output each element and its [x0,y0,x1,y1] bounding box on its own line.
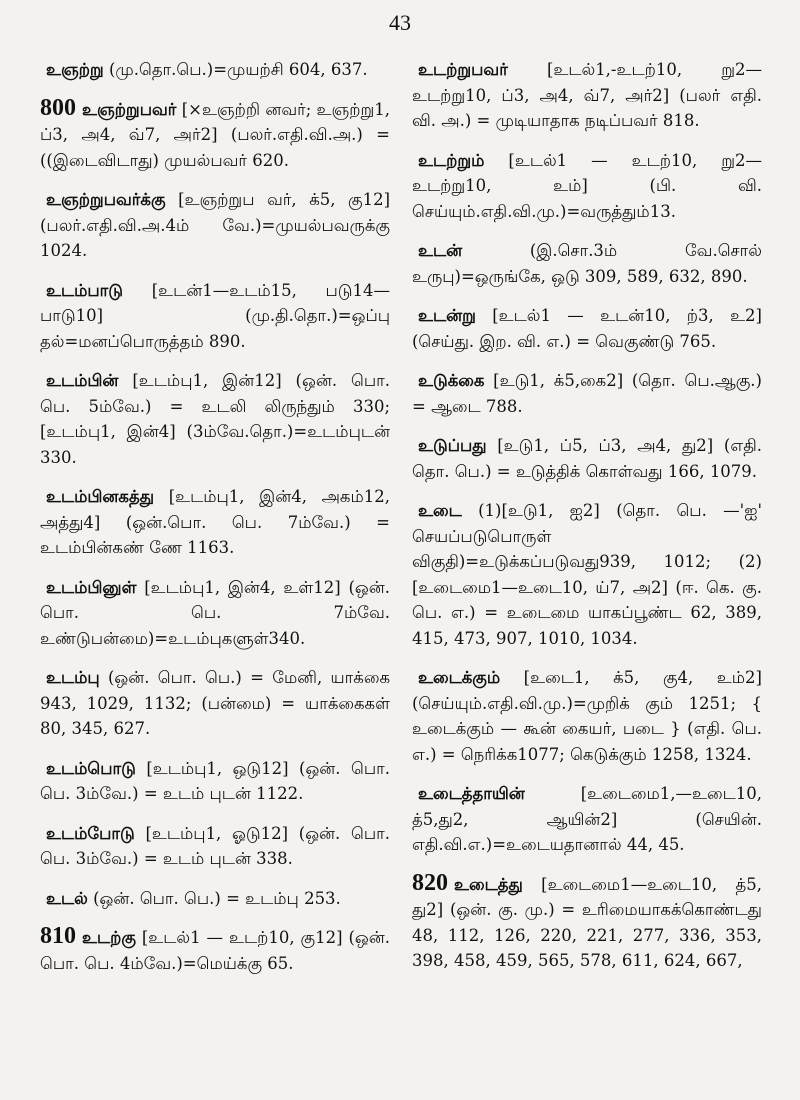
dictionary-entry [412,367,762,419]
entry-definition: [உடம்பு1, ஓடு12] (ஒன். பொ. பெ. 3ம்வே.) = உடம் புடன் 338. [40,823,390,868]
entry-definition: (ஒன். பொ. பெ.) = மேனி, யாக்கை 943, 1029, 1132; (பன்மை) = யாக்கைகள் 80, 345, 627. [40,668,391,738]
dictionary-entry [412,147,762,225]
left-column [40,56,390,989]
dictionary-entry [412,497,762,651]
entry-definition: [உடம்பு1, ஒடு12] (ஒன். பொ. பெ. 3ம்வே.) = உடம் புடன் 1122. [40,758,390,803]
entry-definition: [உடல்1 — உடன்10, ற்3, உ2] (செய்து. இற. வி. எ.) = வெகுண்டு 765. [412,306,762,351]
entry-headword: உடுப்பது [418,436,487,455]
entry-definition: (மு.தொ.பெ.)=முயற்சி 604, 637. [108,60,368,79]
dictionary-entry [40,483,390,561]
page-number: 43 [389,10,411,35]
entry-headword: உடல் [46,888,88,908]
dictionary-entry [412,302,762,354]
entry-headword: உஞற்றுபவர் [82,99,177,119]
dictionary-entry [412,780,762,858]
entry-definition: [உடைமை1,—உடை10, த்5,து2, ஆயின்2] (செயின். எதி.வி.எ.)=உடையதானால் 44, 45. [412,784,762,854]
entry-headword: உடைக்கும் [418,668,501,687]
entry-headword: உடம்பின் [46,371,119,390]
entry-definition: [உஞற்றுப வர், க்5, கு12] (பலர்.எதி.வி.அ.4ம் வே.)=முயல்பவருக்கு 1024. [40,190,391,260]
entry-definition: [உடம்பு1, இன்12] (ஒன். பொ. பெ. 5ம்வே.) = உடலி லிருந்தும் 330; [உடம்பு1, இன்4] (3ம்வே.தொ.)=உடம்புடன் 330. [40,371,390,467]
dictionary-entry [40,885,390,912]
dictionary-entry [40,277,390,355]
entry-headword: உடம்பினகத்து [46,487,155,506]
entry-headword: உடம்போடு [46,823,135,843]
entry-headword: உடம்பு [46,668,100,687]
entry-headword: உடம்பாடு [46,280,124,300]
entry-definition: [×உஞற்றி னவர்; உஞற்று1, ப்3, அ4, வ்7, அர்2] (பலர்.எதி.வி.அ.) = ((இடைவிடாது) முயல்பவர் 620. [40,99,391,170]
entry-headword: உடம்பொடு [46,758,136,778]
entry-headword: உடை [418,501,462,520]
right-column [412,56,762,987]
dictionary-entry [40,186,390,264]
entry-headword: உடற்றுபவர் [418,60,508,79]
entry-definition: [உடம்பு1, இன்4, உள்12] (ஒன். பொ. பெ. 7ம்வே. உண்டுபன்மை)=உடம்புகளுள்340. [40,577,390,648]
entry-definition: (இ.சொ.3ம் வே.சொல் உருபு)=ஒருங்கே, ஒடு 309, 589, 632, 890. [412,241,762,286]
dictionary-entry [412,432,762,484]
entry-definition: [உடல்1 — உடற்10, று2—உடற்று10, உம்] (பி. வி. செய்யும்.எதி.வி.மு.)=வருத்தும்13. [412,150,762,221]
entry-definition: [உடம்பு1, இன்4, அகம்12, அத்து4] (ஒன்.பொ. பெ. 7ம்வே.) = உடம்பின்கண் ணே 1163. [40,487,390,557]
entry-number: 800 [40,94,76,121]
entry-headword: உடன்று [418,306,476,325]
dictionary-entry [40,56,390,83]
entry-headword: உடைத்தாயின் [418,784,525,803]
entry-headword: உடன் [418,241,463,260]
entry-headword: உடற்றும் [418,150,485,170]
entry-headword: உடைத்து [454,874,523,894]
dictionary-entry [40,664,390,742]
entry-definition: [உடை1, க்5, கு4, உம்2] (செய்யும்.எதி.வி.மு.)=முறிக் கும் 1251; { உடைக்கும் — கூன் கையர், படை } (எதி. பெ. எ.) = நெரிக்க1077; கெடுக்கும் 1258, 1324. [412,668,762,764]
dictionary-entry [40,574,390,652]
dictionary-entry [40,367,390,470]
entry-headword: உஞற்று [46,60,104,79]
dictionary-entry [40,924,390,976]
entry-number: 820 [412,869,448,896]
entry-definition: (ஒன். பொ. பெ.) = உடம்பு 253. [93,888,341,908]
entry-definition: [உடு1, ப்5, ப்3, அ4, து2] (எதி. தொ. பெ.) = உடுத்திக் கொள்வது 166, 1079. [412,436,762,481]
dictionary-entry [412,56,762,134]
entry-definition: [உடல்1,-உடற்10, று2—உடற்று10, ப்3, அ4, வ்7, அர்2] (பலர் எதி. வி. அ.) = முடியாதாக நடிப்பவர் 818. [412,60,762,130]
entry-number: 810 [40,923,76,949]
entry-definition: [உடல்1 — உடற்10, கு12] (ஒன். பொ. பெ. 4ம்வே.)=மெய்க்கு 65. [40,928,391,973]
dictionary-entry [40,96,390,174]
entry-headword: உடற்கு [82,928,136,947]
entry-definition: (1)[உடு1, ஐ2] (தொ. பெ. —'ஐ' செயப்படுபொருள் விகுதி)=உடுக்கப்படுவது939, 1012; (2) [உடைமை1—உடை10, ய்7, அ2] (ஈ. கெ. கு. பெ. எ.) = உடைமை யாகப்பூண்ட 62, 389, 415, 473, 907, 1010, 1034. [412,501,762,648]
dictionary-entry [412,664,762,767]
entry-headword: உஞற்றுபவர்க்கு [46,190,166,209]
entry-definition: [உடைமை1—உடை10, த்5, து2] (ஒன். கு. மு.) = உரிமையாகக்கொண்டது 48, 112, 126, 220, 221, 277, 336, 353, 398, 458, 459, 565, 578, 611, 624, 667, [412,874,763,970]
dictionary-entry [412,871,762,974]
entry-definition: [உடன்1—உடம்15, படு14—பாடு10] (மு.தி.தொ.)=ஒப்பு தல்=மனப்பொருத்தம் 890. [40,280,391,351]
dictionary-entry [412,237,762,289]
entry-headword: உடம்பினுள் [46,577,137,597]
entry-headword: உடுக்கை [418,371,485,390]
entry-definition: [உடு1, க்5,கை2] (தொ. பெ.ஆகு.) = ஆடை 788. [412,371,762,416]
dictionary-entry [40,755,390,807]
dictionary-entry [40,820,390,872]
